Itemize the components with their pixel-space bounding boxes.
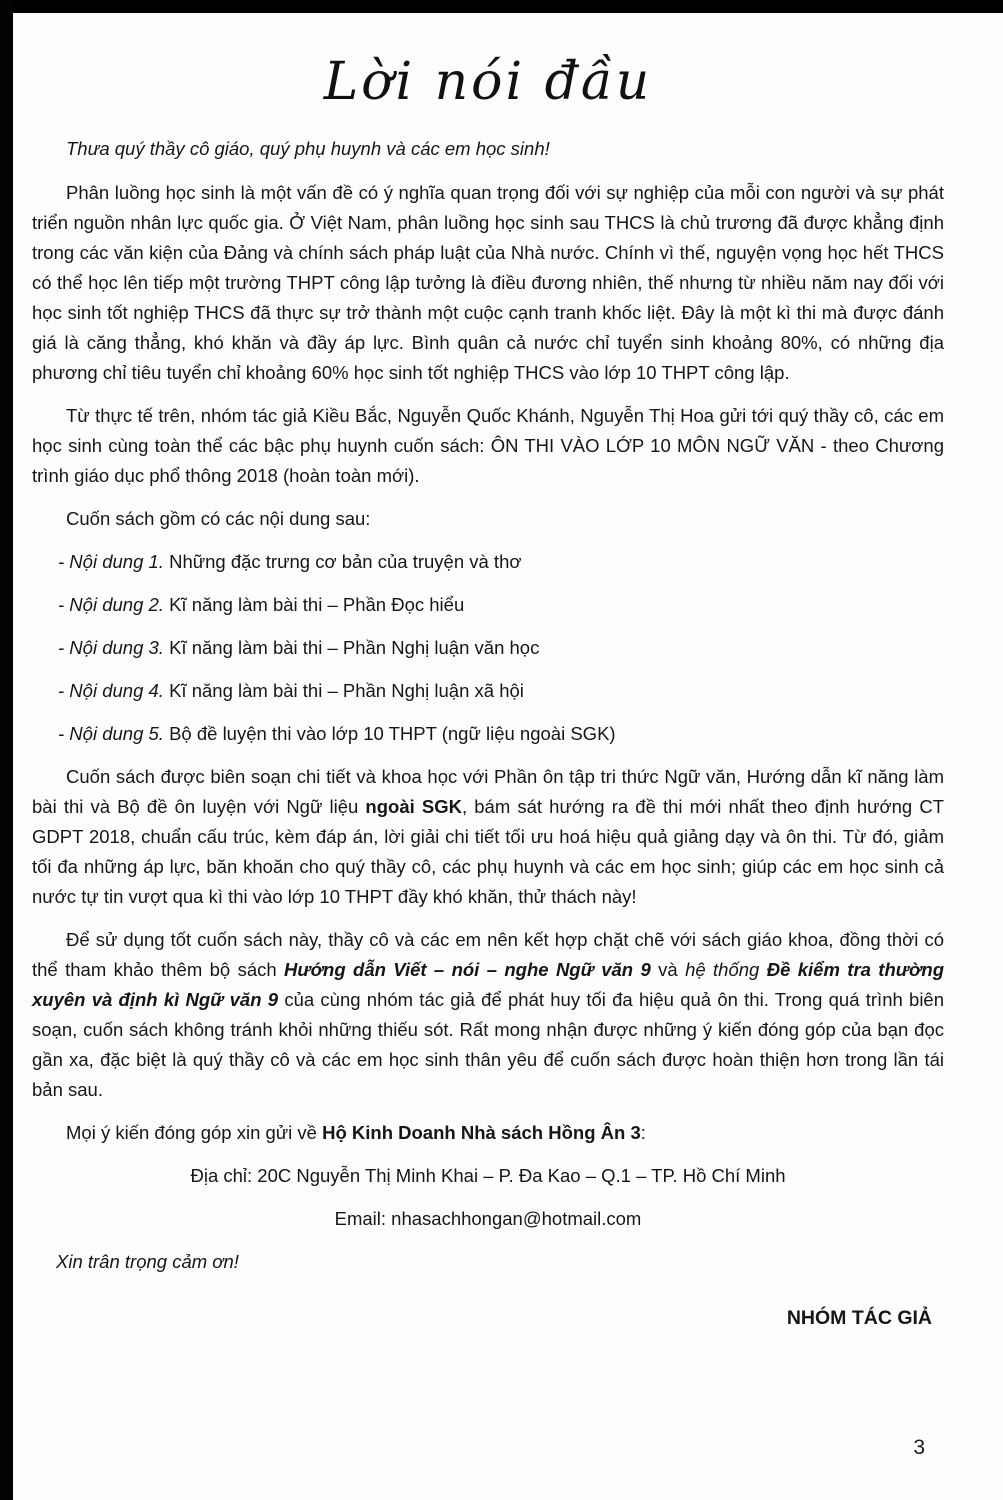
text-segment: Cuốn sách được biên soạn chi tiết và khoa học với Phần ôn tập tri thức Ngữ văn, Hướng dẫn kĩ năng làm bài thi và Bộ đề ôn luyện với Ngữ liệu (32, 766, 944, 817)
list-item (58, 676, 944, 706)
page-title: Lời nói đầu (323, 52, 653, 112)
paragraph-moi-y-kien (32, 1118, 944, 1148)
scan-border-left (0, 0, 13, 1500)
paragraph-su-dung (32, 925, 944, 1105)
book-title-viet-noi-nghe: Hướng dẫn Viết – nói – nghe Ngữ văn 9 (284, 959, 651, 980)
closing-line: Xin trân trọng cảm ơn! (56, 1251, 239, 1272)
text-segment: , bám sát hướng ra đề thi mới nhất theo định hướng CT GDPT 2018, chuẩn cấu trúc, kèm đáp án, lời giải chi tiết tối ưu hoá hiệu quả giảng dạy và ôn thi. Từ đó, giảm tối đa những áp lực, băn khoăn cho quý thầy cô, các phụ huynh và các em học sinh; giúp các em học sinh cả nước tự tin vượt qua kì thi vào lớp 10 THPT đầy khó khăn, thử thách này! (32, 796, 945, 907)
list-item-text: Bộ đề luyện thi vào lớp 10 THPT (ngữ liệu ngoài SGK) (163, 723, 616, 744)
list-item (58, 719, 944, 749)
list-item-label: - Nội dung 1. (58, 551, 164, 572)
scan-border-top (0, 0, 1003, 13)
list-item (58, 633, 944, 663)
list-item-text: Kĩ năng làm bài thi – Phần Nghị luận xã hội (163, 680, 524, 701)
paragraph-phan-luong: Phân luồng học sinh là một vấn đề có ý nghĩa quan trọng đối với sự nghiệp của mỗi con người và sự phát triển nguồn nhân lực quốc gia. Ở Việt Nam, phân luồng học sinh sau THCS là chủ trương đã được khẳng định trong các văn kiện của Đảng và chính sách pháp luật của Nhà nước. Chính vì thế, nguyện vọng học hết THCS có thể học lên tiếp một trường THPT công lập tưởng là điều đương nhiên, thế nhưng từ nhiều năm nay đối với học sinh tốt nghiệp THCS đã thực sự trở thành một cuộc cạnh tranh khốc liệt. Đây là một kì thi mà được đánh giá là căng thẳng, khó khăn và đầy áp lực. Bình quân cả nước chỉ tuyển sinh khoảng 80%, có những địa phương chỉ tiêu tuyển chỉ khoảng 60% học sinh tốt nghiệp THCS vào lớp 10 THPT công lập. (32, 182, 944, 383)
publisher-name: Hộ Kinh Doanh Nhà sách Hồng Ân 3 (322, 1122, 641, 1143)
email-line: Email: nhasachhongan@hotmail.com (334, 1208, 642, 1229)
list-intro: Cuốn sách gồm có các nội dung sau: (66, 508, 371, 529)
authors-signature: NHÓM TÁC GIẢ (786, 1307, 932, 1329)
text-segment: của cùng nhóm tác giả để phát huy tối đa hiệu quả ôn thi. Trong quá trình biên soạn, cuốn sách không tránh khỏi những thiếu sót. Rất mong nhận được những ý kiến đóng góp của bạn đọc gần xa, đặc biệt là quý thầy cô và các em học sinh thân yêu để cuốn sách được hoàn thiện hơn trong lần tái bản sau. (32, 989, 945, 1100)
page-number: 3 (913, 1436, 925, 1459)
address-line: Địa chỉ: 20C Nguyễn Thị Minh Khai – P. Đa Kao – Q.1 – TP. Hồ Chí Minh (190, 1165, 786, 1186)
text-segment: và (650, 959, 686, 980)
paragraph-tu-thuc-te: Từ thực tế trên, nhóm tác giả Kiều Bắc, Nguyễn Quốc Khánh, Nguyễn Thị Hoa gửi tới quý thầy cô, các em học sinh cùng toàn thể các bậc phụ huynh cuốn sách: ÔN THI VÀO LỚP 10 MÔN NGỮ VĂN - theo Chương trình giáo dục phổ thông 2018 (hoàn toàn mới). (32, 405, 944, 486)
list-item-label: - Nội dung 4. (58, 680, 164, 701)
list-item-text: Những đặc trưng cơ bản của truyện và thơ (163, 551, 522, 572)
list-item-label: - Nội dung 2. (58, 594, 164, 615)
text-segment: Mọi ý kiến đóng góp xin gửi về (66, 1122, 323, 1143)
paragraph-bien-soan (32, 762, 944, 912)
greeting-line: Thưa quý thầy cô giáo, quý phụ huynh và các em học sinh! (66, 138, 550, 159)
text-segment-he-thong: hệ thống (685, 959, 767, 980)
list-item-text: Kĩ năng làm bài thi – Phần Nghị luận văn học (163, 637, 540, 658)
list-item-label: - Nội dung 5. (58, 723, 164, 744)
contents-list (58, 547, 944, 749)
text-segment: : (640, 1122, 646, 1143)
page-content (32, 52, 944, 1330)
emphasis-ngoai-sgk: ngoài SGK (365, 796, 462, 817)
list-item (58, 590, 944, 620)
list-item-label: - Nội dung 3. (58, 637, 164, 658)
list-item (58, 547, 944, 577)
list-item-text: Kĩ năng làm bài thi – Phần Đọc hiểu (163, 594, 465, 615)
book-title-de-kiem-tra: Đề kiểm tra thường xuyên và định kì Ngữ văn 9 (32, 959, 945, 1010)
text-segment: Để sử dụng tốt cuốn sách này, thầy cô và các em nên kết hợp chặt chẽ với sách giáo khoa, đồng thời có thể tham khảo thêm bộ sách (32, 929, 944, 980)
